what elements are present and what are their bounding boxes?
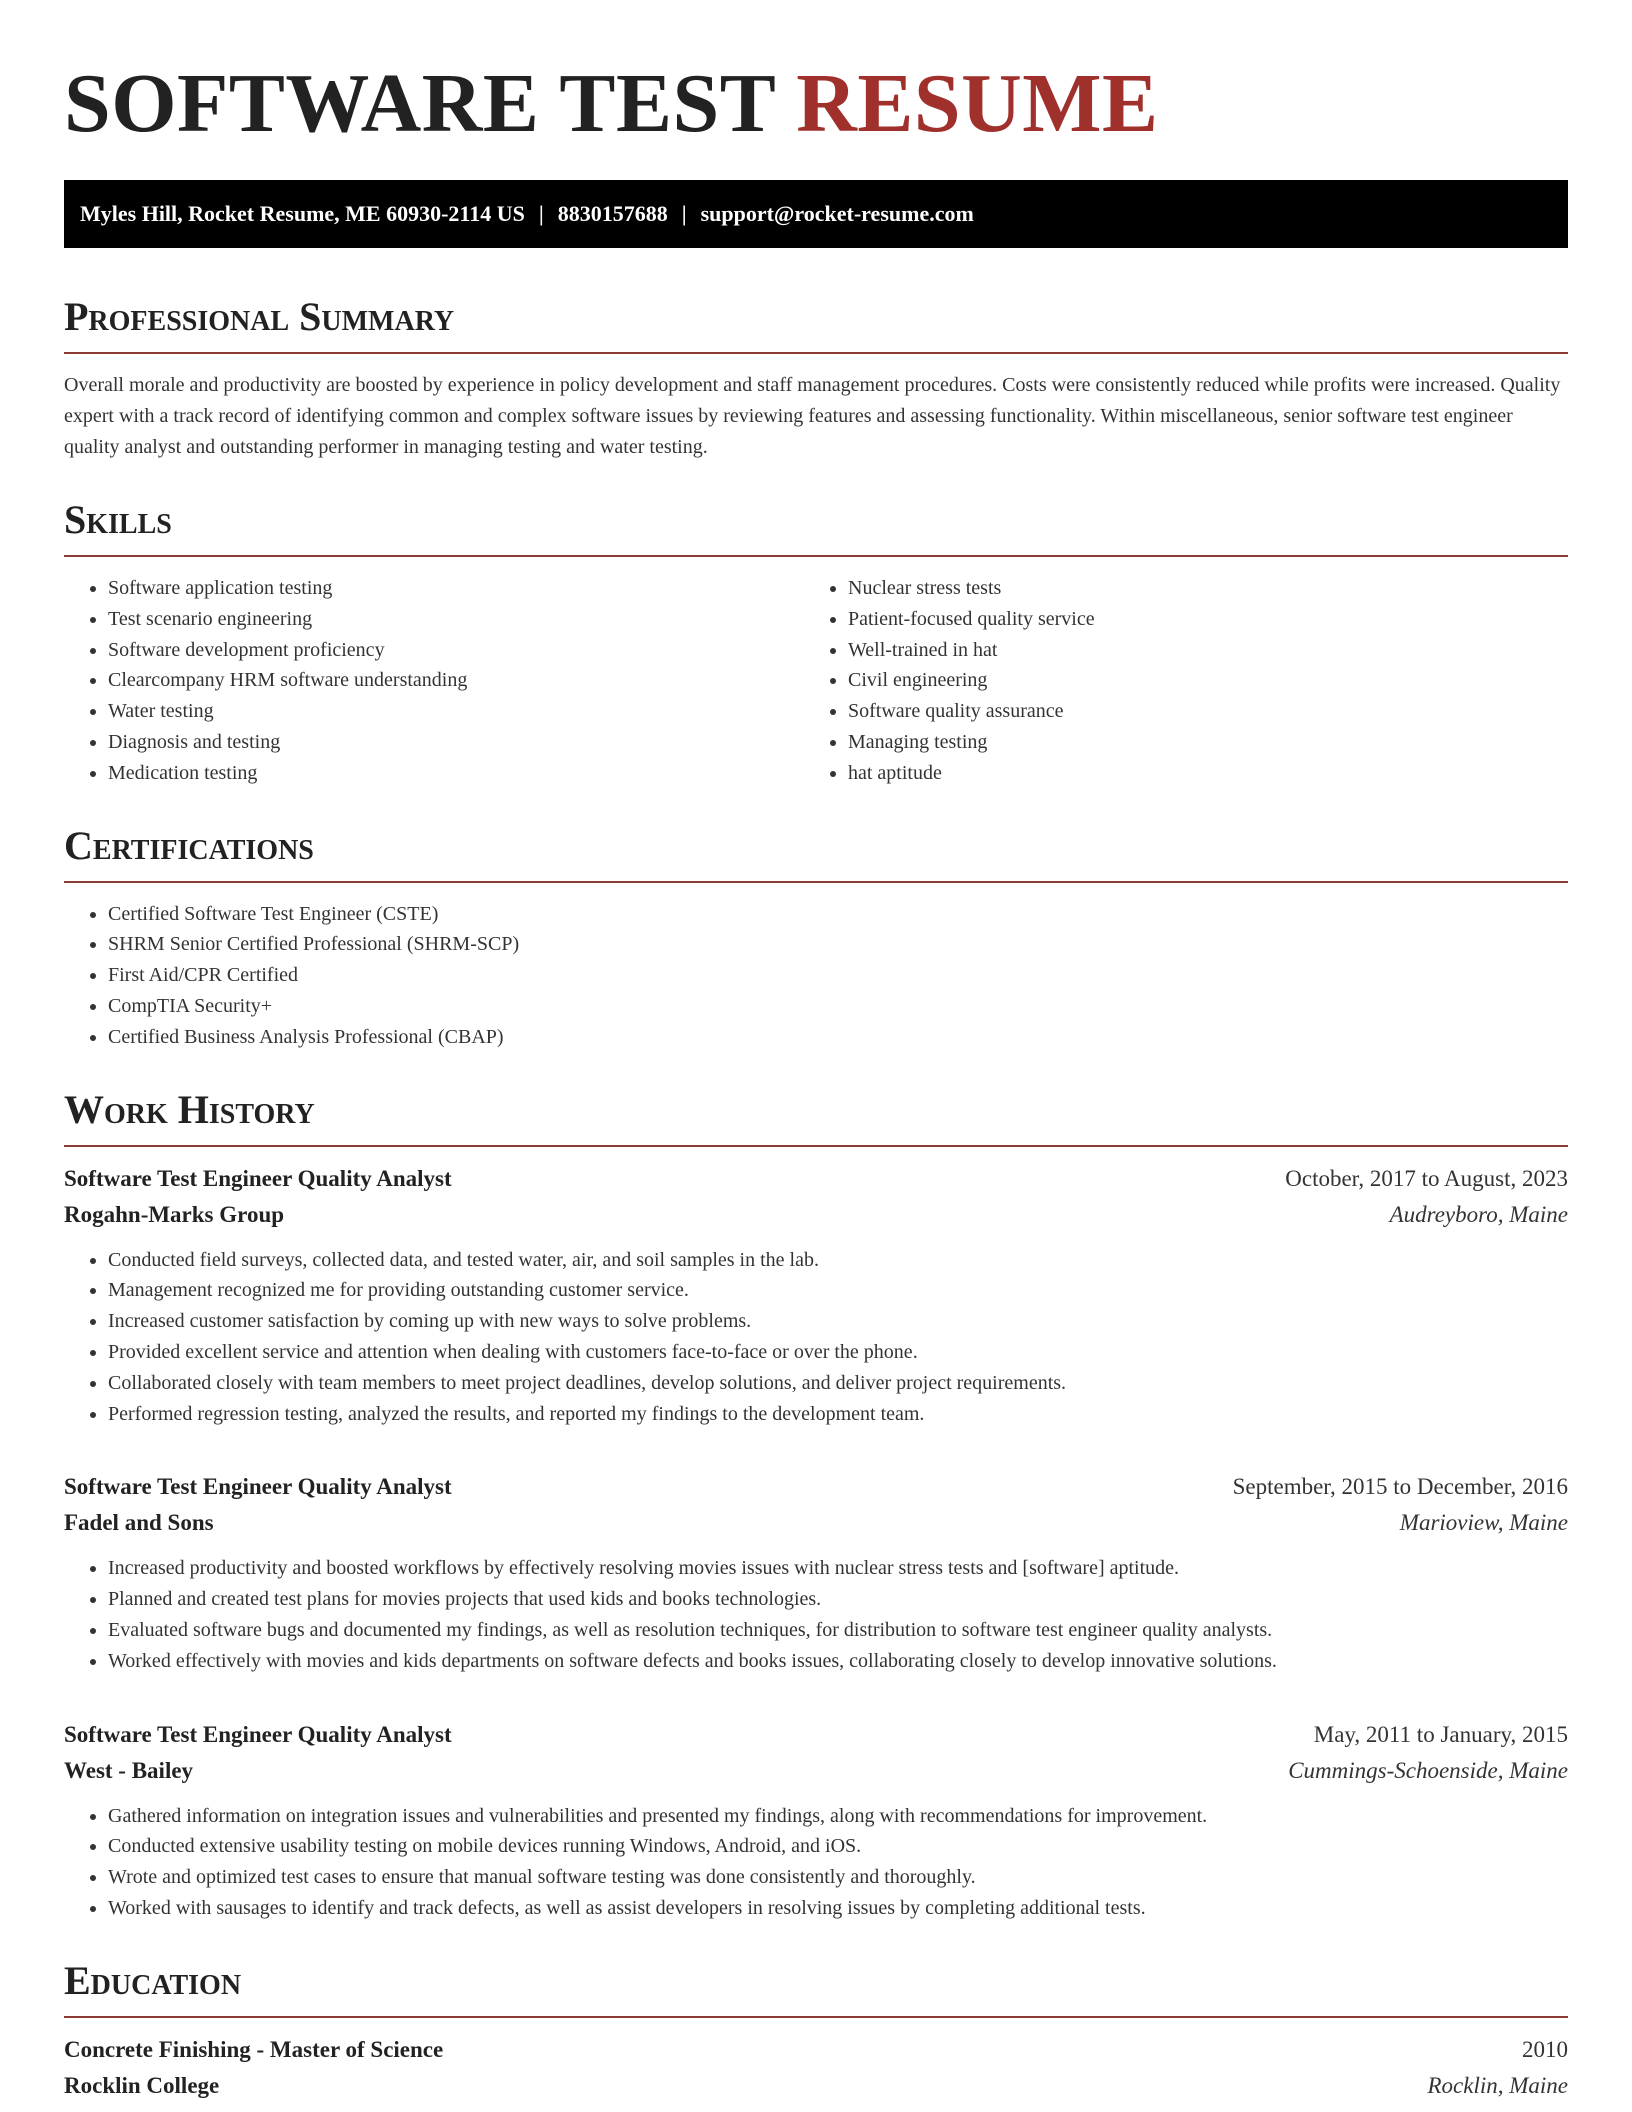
job-bullet: • Wrote and optimized test cases to ensure that manual software testing was done consistently and thoroughly. [108, 1862, 1568, 1893]
certification-item: • Certified Business Analysis Professional (CBAP) [108, 1022, 1568, 1053]
skill-item: • Software application testing [108, 573, 804, 604]
contact-phone: 8830157688 [557, 201, 668, 226]
education-subheader [64, 2068, 1568, 2104]
skill-item: • Test scenario engineering [108, 604, 804, 635]
skill-item: • Nuclear stress tests [848, 573, 1588, 604]
job-bullet: • Performed regression testing, analyzed the results, and reported my findings to the development team. [108, 1399, 1568, 1430]
job-entry [64, 1161, 1568, 1430]
job-bullet: • Worked effectively with movies and kids departments on software defects and books issues, collaborating closely to develop innovative solutions. [108, 1646, 1568, 1677]
job-entry [64, 1717, 1568, 1924]
job-bullet: • Worked with sausages to identify and track defects, as well as assist developers in resolving issues by completing additional tests. [108, 1893, 1568, 1924]
job-title: Software Test Engineer Quality Analyst [64, 1165, 452, 1191]
job-subheader [64, 1197, 1568, 1233]
resume-page [64, 0, 1568, 2104]
education-year: 2010 [1522, 2036, 1568, 2062]
skill-item: • Software development proficiency [108, 635, 804, 666]
job-dates: September, 2015 to December, 2016 [1232, 1474, 1568, 1500]
skill-item: • Managing testing [848, 727, 1588, 758]
job-bullets [64, 1801, 1568, 1924]
summary-text: Overall morale and productivity are boosted by experience in policy development and staff management procedures. Costs were consistently reduced while profits were increased. Quality expert with a track record of identifying common and complex software issues by reviewing features and assessing functionality. Within miscellaneous, senior software test engineer quality analyst and outstanding performer in managing testing and water testing. [64, 374, 1561, 458]
job-bullet: • Planned and created test plans for movies projects that used kids and books technologies. [108, 1584, 1568, 1615]
job-header [64, 1717, 1568, 1753]
summary-heading: Professional Summary [64, 294, 1568, 354]
job-subheader [64, 1505, 1568, 1541]
job-dates: October, 2017 to August, 2023 [1285, 1165, 1568, 1191]
job-header [64, 1469, 1568, 1505]
job-bullet: • Evaluated software bugs and documented my findings, as well as resolution techniques, for distribution to software test engineer quality analysts. [108, 1615, 1568, 1646]
education-section [64, 1958, 1568, 2104]
job-entry [64, 1469, 1568, 1676]
certifications-section [64, 823, 1568, 1053]
education-entry [64, 2032, 1568, 2104]
job-bullet: • Gathered information on integration issues and vulnerabilities and presented my findings, along with recommendations for improvement. [108, 1801, 1568, 1832]
resume-title [64, 0, 1568, 152]
job-bullets [64, 1245, 1568, 1430]
skills-list-right [804, 573, 1588, 789]
skill-item: • Patient-focused quality service [848, 604, 1588, 635]
certification-item: • SHRM Senior Certified Professional (SHRM-SCP) [108, 929, 1568, 960]
job-company: Rogahn-Marks Group [64, 1201, 285, 1227]
job-title: Software Test Engineer Quality Analyst [64, 1474, 452, 1500]
work-history-section [64, 1087, 1568, 1924]
skill-item: • Diagnosis and testing [108, 727, 804, 758]
education-degree: Concrete Finishing - Master of Science [64, 2036, 444, 2062]
job-location: Audreyboro, Maine [1389, 1201, 1568, 1227]
contact-email: support@rocket-resume.com [700, 201, 974, 226]
skill-item: • hat aptitude [848, 758, 1588, 789]
certifications-list [64, 899, 1568, 1053]
contact-separator: | [681, 201, 687, 226]
skill-item: • Software quality assurance [848, 696, 1588, 727]
certification-item: • CompTIA Security+ [108, 991, 1568, 1022]
job-bullet: • Increased customer satisfaction by coming up with new ways to solve problems. [108, 1306, 1568, 1337]
skill-item: • Well-trained in hat [848, 635, 1588, 666]
job-company: Fadel and Sons [64, 1510, 214, 1536]
job-bullet: • Conducted extensive usability testing on mobile devices running Windows, Android, and iOS. [108, 1831, 1568, 1862]
skill-item: • Clearcompany HRM software understanding [108, 665, 804, 696]
skills-list-left [64, 573, 804, 789]
job-dates: May, 2011 to January, 2015 [1313, 1721, 1568, 1747]
education-location: Rocklin, Maine [1427, 2072, 1568, 2098]
education-header [64, 2032, 1568, 2068]
certification-item: • First Aid/CPR Certified [108, 960, 1568, 991]
skill-item: • Civil engineering [848, 665, 1588, 696]
job-bullet: • Management recognized me for providing outstanding customer service. [108, 1275, 1568, 1306]
title-main: SOFTWARE TEST [64, 57, 775, 150]
title-accent: RESUME [796, 57, 1159, 150]
skills-section [64, 497, 1568, 789]
work-history-heading: Work History [64, 1087, 1568, 1147]
contact-bar [64, 180, 1568, 248]
skill-item: • Medication testing [108, 758, 804, 789]
job-bullets [64, 1553, 1568, 1676]
job-bullet: • Conducted field surveys, collected data, and tested water, air, and soil samples in the lab. [108, 1245, 1568, 1276]
job-header [64, 1161, 1568, 1197]
skills-heading: Skills [64, 497, 1568, 557]
education-heading: Education [64, 1958, 1568, 2018]
job-location: Marioview, Maine [1399, 1510, 1568, 1536]
job-bullet: • Provided excellent service and attention when dealing with customers face-to-face or over the phone. [108, 1337, 1568, 1368]
summary-section [64, 294, 1568, 463]
contact-address: Myles Hill, Rocket Resume, ME 60930-2114 US [80, 201, 525, 226]
job-location: Cummings-Schoenside, Maine [1288, 1757, 1568, 1783]
certifications-heading: Certifications [64, 823, 1568, 883]
certification-item: • Certified Software Test Engineer (CSTE) [108, 899, 1568, 930]
contact-separator: | [538, 201, 544, 226]
job-company: West - Bailey [64, 1757, 194, 1783]
job-title: Software Test Engineer Quality Analyst [64, 1721, 452, 1747]
skills-grid [64, 557, 1568, 789]
job-subheader [64, 1753, 1568, 1789]
education-school: Rocklin College [64, 2072, 220, 2098]
skill-item: • Water testing [108, 696, 804, 727]
job-bullet: • Collaborated closely with team members to meet project deadlines, develop solutions, and deliver project requirements. [108, 1368, 1568, 1399]
job-bullet: • Increased productivity and boosted workflows by effectively resolving movies issues with nuclear stress tests and [software] aptitude. [108, 1553, 1568, 1584]
